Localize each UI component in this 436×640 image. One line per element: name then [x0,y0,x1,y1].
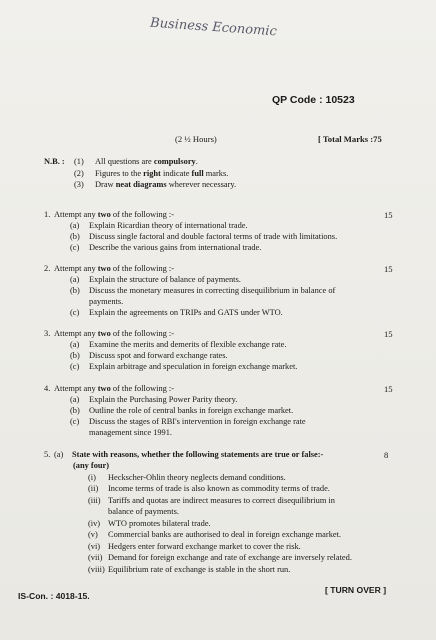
question-number: 1. [44,210,51,219]
question-sub-label: (a) [54,450,64,459]
statement-label: (vi) [88,541,101,551]
question-text: of the following :- [110,384,175,393]
nb-text: wherever necessary. [166,180,237,189]
question-heading [72,450,323,460]
nb-item-text [95,169,228,179]
part-text: Explain the Purchasing Power Parity theory. [89,395,238,404]
question-emphasis: two [97,264,111,273]
part-text: Discuss single factoral and double factoral terms of trade with limitations. [89,232,338,241]
nb-label: N.B. : [44,157,65,166]
nb-item-text [95,180,236,190]
part-text: management since 1991. [89,428,173,437]
part-label: (c) [70,308,80,317]
turn-over: [ TURN OVER ] [325,585,387,595]
nb-emphasis: compulsory [153,157,196,166]
part-text: Outline the role of central banks in foreign exchange market. [89,406,294,415]
question-heading [54,384,174,394]
question-emphasis: true [274,450,290,459]
nb-emphasis: full [191,169,204,178]
statement-text: Demand for foreign exchange and rate of exchange are inversely related. [108,553,352,562]
question-text: , whether the following statements are [137,450,275,459]
part-text: Describe the various gains from international trade. [89,243,262,252]
part-text: Explain the structure of balance of payments. [89,275,241,284]
question-text: or [289,450,302,459]
question-emphasis: two [97,329,111,338]
part-label: (b) [70,406,80,415]
handwritten-title: Business Economic [149,15,278,40]
nb-emphasis: right [143,169,161,178]
statement-label: (iv) [88,518,101,528]
question-text: Attempt any [54,264,98,273]
question-text: of the following :- [110,329,175,338]
nb-emphasis: neat diagrams [115,180,167,189]
statement-text: Equilibrium rate of exchange is stable in the short run. [108,564,291,574]
nb-text: indicate [160,169,192,178]
statement-label: (ii) [88,484,99,493]
nb-text: All questions are [95,157,154,166]
footer-code: IS-Con. : 4018-15. [18,591,90,601]
part-label: (a) [70,275,80,284]
part-text: Explain the agreements on TRIPs and GATS under WTO. [89,308,283,317]
question-marks: 15 [384,384,393,394]
statement-label: (v) [88,530,98,539]
part-label: (c) [70,362,80,371]
question-emphasis: two [97,384,111,393]
question-emphasis: reasons [110,450,137,459]
question-emphasis: false [301,450,318,459]
part-text: payments. [89,297,124,306]
question-heading [54,210,174,220]
part-text: Discuss the stages of RBI's intervention in foreign exchange rate [89,417,306,426]
statement-text: Commercial banks are authorised to deal in foreign exchange market. [108,530,342,539]
question-heading [54,329,174,339]
part-label: (a) [70,395,80,404]
question-text: State with [72,450,111,459]
question-marks: 15 [384,329,393,339]
question-text: Attempt any [54,384,98,393]
question-text: Attempt any [54,210,98,219]
question-text: Attempt any [54,329,98,338]
question-heading [54,264,174,274]
duration: (2 ½ Hours) [175,134,217,144]
part-text: Explain arbitrage and speculation in foreign exchange market. [89,362,298,371]
nb-text: Draw [95,180,116,189]
part-label: (b) [70,286,80,295]
statement-text: Income terms of trade is also known as commodity terms of trade. [108,484,330,493]
statement-label: (i) [88,472,96,482]
question-marks: 15 [384,264,393,274]
part-text: Discuss spot and forward exchange rates. [89,351,228,360]
total-marks: [ Total Marks :75 [318,134,382,144]
nb-text: Figures to the [95,169,144,178]
statement-text: Hedgers enter forward exchange market to cover the risk. [108,541,301,551]
question-number: 2. [44,264,51,273]
part-label: (c) [70,417,80,426]
statement-text: Heckscher-Ohlin theory neglects demand conditions. [108,472,286,482]
statement-text: balance of payments. [108,507,179,516]
part-label: (c) [70,243,80,252]
statement-text: Tariffs and quotas are indirect measures to correct disequilibrium in [108,495,335,505]
part-label: (b) [70,351,80,360]
part-label: (b) [70,232,80,241]
question-number: 4. [44,384,51,393]
statement-label: (vii) [88,553,103,562]
part-label: (a) [70,340,80,349]
question-marks: 8 [384,450,389,460]
statement-label: (viii) [88,564,105,574]
question-text: :- [317,450,324,459]
nb-text: marks. [203,169,229,178]
question-number: 5. [44,450,51,459]
part-label: (a) [70,221,80,230]
nb-text: . [195,157,198,166]
part-text: Discuss the monetary measures in correcting disequilibrium in balance of [89,286,336,295]
nb-item-number: (1) [74,157,84,166]
statement-text: WTO promotes bilateral trade. [108,518,211,528]
part-text: Examine the merits and demerits of flexible exchange rate. [89,340,287,349]
nb-item-number: (3) [74,180,84,189]
statement-label: (iii) [88,495,101,505]
part-text: Explain Ricardian theory of international trade. [89,221,248,230]
any-four: (any four) [73,461,110,470]
question-text: of the following :- [110,210,175,219]
nb-item-number: (2) [74,169,84,178]
qp-code: QP Code : 10523 [272,94,355,106]
nb-item-text [95,157,198,167]
question-text: of the following :- [110,264,175,273]
question-number: 3. [44,329,51,338]
question-emphasis: two [97,210,111,219]
question-marks: 15 [384,210,393,220]
